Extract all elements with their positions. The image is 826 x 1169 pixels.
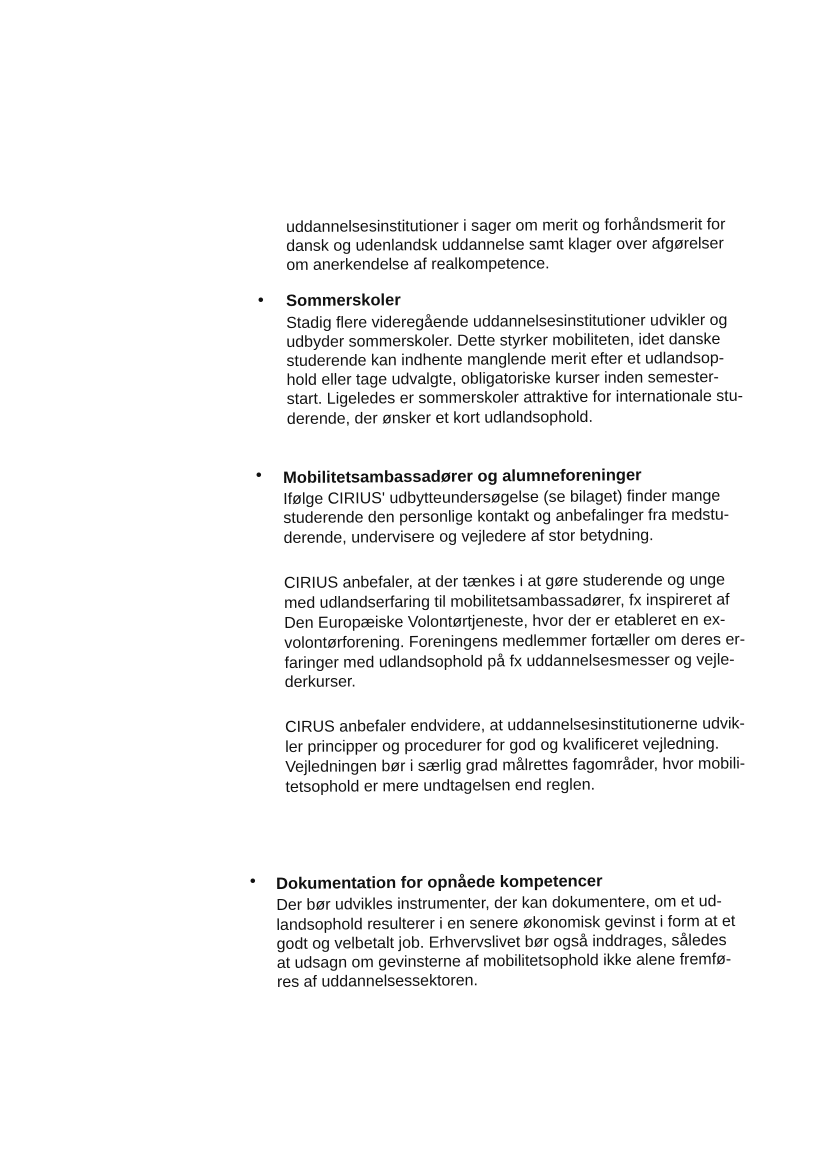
- text-line: dansk og udenlandsk uddannelse samt klager over afgørelser: [286, 235, 724, 255]
- text-line: hold eller tage udvalgte, obligatoriske kurser inden semester-: [286, 368, 719, 389]
- section-heading: Mobilitetsambassadører og alumneforeninger: [283, 466, 642, 487]
- section-heading: Dokumentation for opnåede kompetencer: [276, 872, 603, 893]
- text-line: at udsagn om gevinsterne af mobilitetsophold ikke alene fremfø-: [276, 951, 732, 972]
- text-line: godt og velbetalt job. Erhvervslivet bør også inddrages, således: [276, 932, 727, 953]
- text-line: Stadig flere videregående uddannelsesinstitutioner udvikler og: [286, 311, 728, 332]
- bullet-marker: •: [256, 467, 262, 484]
- bullet-marker: •: [258, 292, 264, 309]
- text-line: landsophold resulterer i en senere økonomisk gevinst i form at et: [276, 912, 736, 934]
- text-line: volontørforening. Foreningens medlemmer fortæller om deres er-: [284, 631, 746, 652]
- text-line: Ifølge CIRIUS' udbytteundersøgelse (se bilaget) finder mange: [283, 487, 721, 508]
- text-line: Den Europæiske Volontørtjeneste, hvor der er etableret en ex-: [284, 611, 726, 632]
- text-line: CIRUS anbefaler endvidere, at uddannelsesinstitutionerne udvik-: [284, 715, 745, 736]
- text-line: faringer med udlandsophold på fx uddannelsesmesser og vejle-: [284, 651, 735, 672]
- text-line: uddannelsesinstitutioner i sager om merit og forhåndsmerit for: [286, 216, 726, 236]
- text-line: studerende den personlige kontakt og anbefalinger fra medstu-: [283, 506, 730, 527]
- text-line: udbyder sommerskoler. Dette styrker mobiliteten, idet danske: [286, 330, 721, 351]
- text-line: Vejledningen bør i særlig grad målrettes fagområder, hvor mobili-: [285, 755, 746, 776]
- text-line: om anerkendelse af realkompetence.: [286, 255, 550, 274]
- text-line: derkurser.: [284, 673, 356, 691]
- text-line: Der bør udvikles instrumenter, der kan dokumentere, om et ud-: [276, 893, 722, 914]
- text-line: studerende kan indhente manglende merit efter et udlandsop-: [286, 349, 725, 370]
- text-line: start. Ligeledes er sommerskoler attraktive for internationale stu-: [286, 387, 744, 408]
- text-line: derende, undervisere og vejledere af stor betydning.: [283, 527, 654, 547]
- text-line: ler principper og procedurer for god og kvalificeret vejledning.: [285, 735, 720, 756]
- text-line: CIRIUS anbefaler, at der tænkes i at gøre studerende og unge: [283, 571, 726, 592]
- text-line: tetsophold er mere undtagelsen end reglen.: [285, 776, 596, 796]
- bullet-marker: •: [250, 873, 256, 890]
- text-line: derende, der ønsker et kort udlandsophold.: [286, 408, 593, 428]
- section-heading: Sommerskoler: [286, 291, 401, 310]
- text-line: med udlandserfaring til mobilitetsambassadører, fx inspireret af: [283, 591, 730, 612]
- text-line: res af uddannelsessektoren.: [276, 972, 479, 991]
